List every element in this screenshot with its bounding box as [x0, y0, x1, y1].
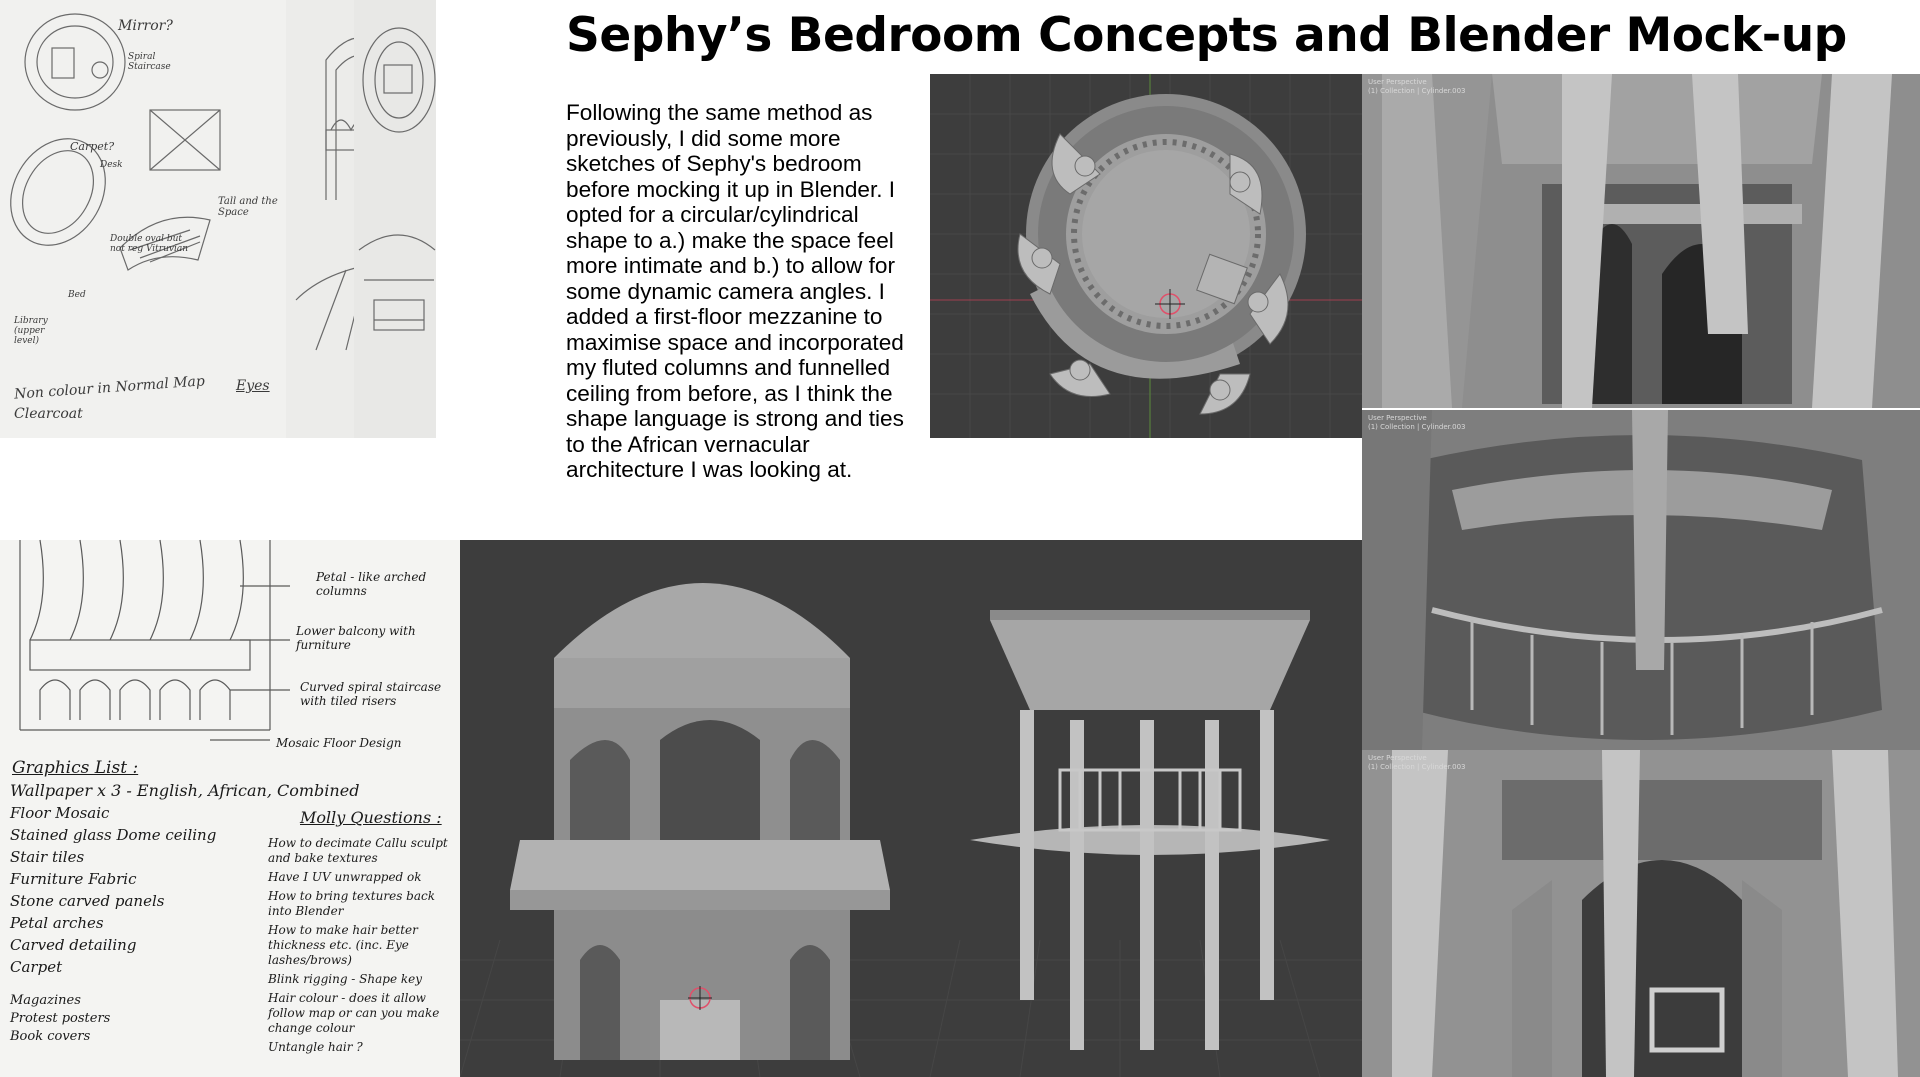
graphics-item: Magazines: [10, 993, 81, 1008]
note-library: Library (upper level): [14, 316, 48, 346]
graphics-item: Book covers: [10, 1029, 91, 1044]
viewport-label: User Perspective (1) Collection | Cylinder.003: [1368, 414, 1466, 431]
note-mirror: Mirror?: [118, 18, 173, 34]
note-desk: Desk: [100, 160, 123, 170]
render-perspective-middle: [1362, 410, 1920, 750]
note-bed: Bed: [68, 290, 86, 300]
question-item: Hair colour - does it allow follow map or can you make change colour: [268, 991, 440, 1035]
graphics-item: Petal arches: [10, 914, 104, 932]
page-title: Sephy’s Bedroom Concepts and Blender Mock-up: [566, 8, 1847, 63]
note-carpet: Carpet?: [70, 140, 115, 153]
render-perspective-bottom: [1362, 750, 1920, 1077]
question-item: Untangle hair ?: [268, 1040, 363, 1054]
sketch-page-left: [0, 0, 286, 438]
note-clearcoat: Clearcoat: [14, 406, 83, 422]
viewport-label: User Perspective (1) Collection | Cylinder.003: [1368, 754, 1466, 771]
graphics-item: Stone carved panels: [10, 892, 165, 910]
blender-front-view-dome: [460, 540, 930, 1077]
sketch-page-right: [354, 0, 436, 438]
graphics-item: Furniture Fabric: [10, 870, 137, 888]
note-petal-arched: Petal - like arched columns: [316, 570, 427, 598]
blender-top-view: [930, 74, 1362, 438]
graphics-item: Carved detailing: [10, 936, 137, 954]
note-double-oval: Double oval but not reg Vitruvian: [110, 234, 189, 254]
note-spiral-staircase: Spiral Staircase: [128, 52, 171, 72]
question-item: Blink rigging - Shape key: [268, 972, 423, 986]
note-mosaic-floor: Mosaic Floor Design: [276, 736, 402, 750]
blender-front-view-funnel: [930, 540, 1362, 1077]
molly-questions-list: [268, 836, 458, 1055]
graphics-item: Stair tiles: [10, 848, 85, 866]
note-curved-spiral: Curved spiral staircase with tiled risers: [300, 680, 442, 708]
graphics-item: Protest posters: [10, 1011, 111, 1026]
graphics-item: Carpet: [10, 958, 63, 976]
molly-questions-heading: Molly Questions :: [300, 808, 442, 827]
render-archway: [1362, 750, 1920, 1077]
sketch-page-bottom: [0, 540, 460, 1077]
graphics-list-heading: Graphics List :: [12, 758, 139, 778]
top-view-render: [930, 74, 1362, 438]
question-item: Have I UV unwrapped ok: [268, 870, 422, 884]
render-perspective-top: [1362, 74, 1920, 408]
sketch-drawings-right: [354, 0, 436, 438]
note-lower-balcony: Lower balcony with furniture: [296, 624, 416, 652]
dome-tower-render: [460, 540, 930, 1077]
question-item: How to bring textures back into Blender: [268, 889, 435, 918]
render-balcony: [1362, 410, 1920, 750]
description-text: Following the same method as previously, I did some more sketches of Sephy's bedroom before mocking it up in Blender. I opted for a circular/cylindrical shape to a.) make the space feel more intimate and b.) to allow for some dynamic camera angles. I added a first-floor mezzanine to maximise space and incorporated my fluted columns and funnelled ceiling from before, as I think the shape language is strong and ties to the African vernacular architecture I was looking at.: [566, 100, 904, 482]
graphics-item: Floor Mosaic: [10, 804, 110, 822]
note-eyes: Eyes: [236, 378, 270, 394]
render-columns-top: [1362, 74, 1920, 408]
note-non-colour: Non colour in Normal Map: [13, 373, 206, 403]
funnel-tower-render: [930, 540, 1362, 1077]
question-item: How to make hair better thickness etc. (inc. Eye lashes/brows): [268, 923, 418, 967]
graphics-item: Wallpaper x 3 - English, African, Combined: [10, 781, 360, 800]
viewport-label: User Perspective (1) Collection | Cylinder.003: [1368, 78, 1466, 95]
graphics-item: Stained glass Dome ceiling: [10, 826, 217, 844]
note-tall-space: Tall and the Space: [218, 196, 278, 218]
question-item: How to decimate Callu sculpt and bake textures: [268, 836, 448, 865]
